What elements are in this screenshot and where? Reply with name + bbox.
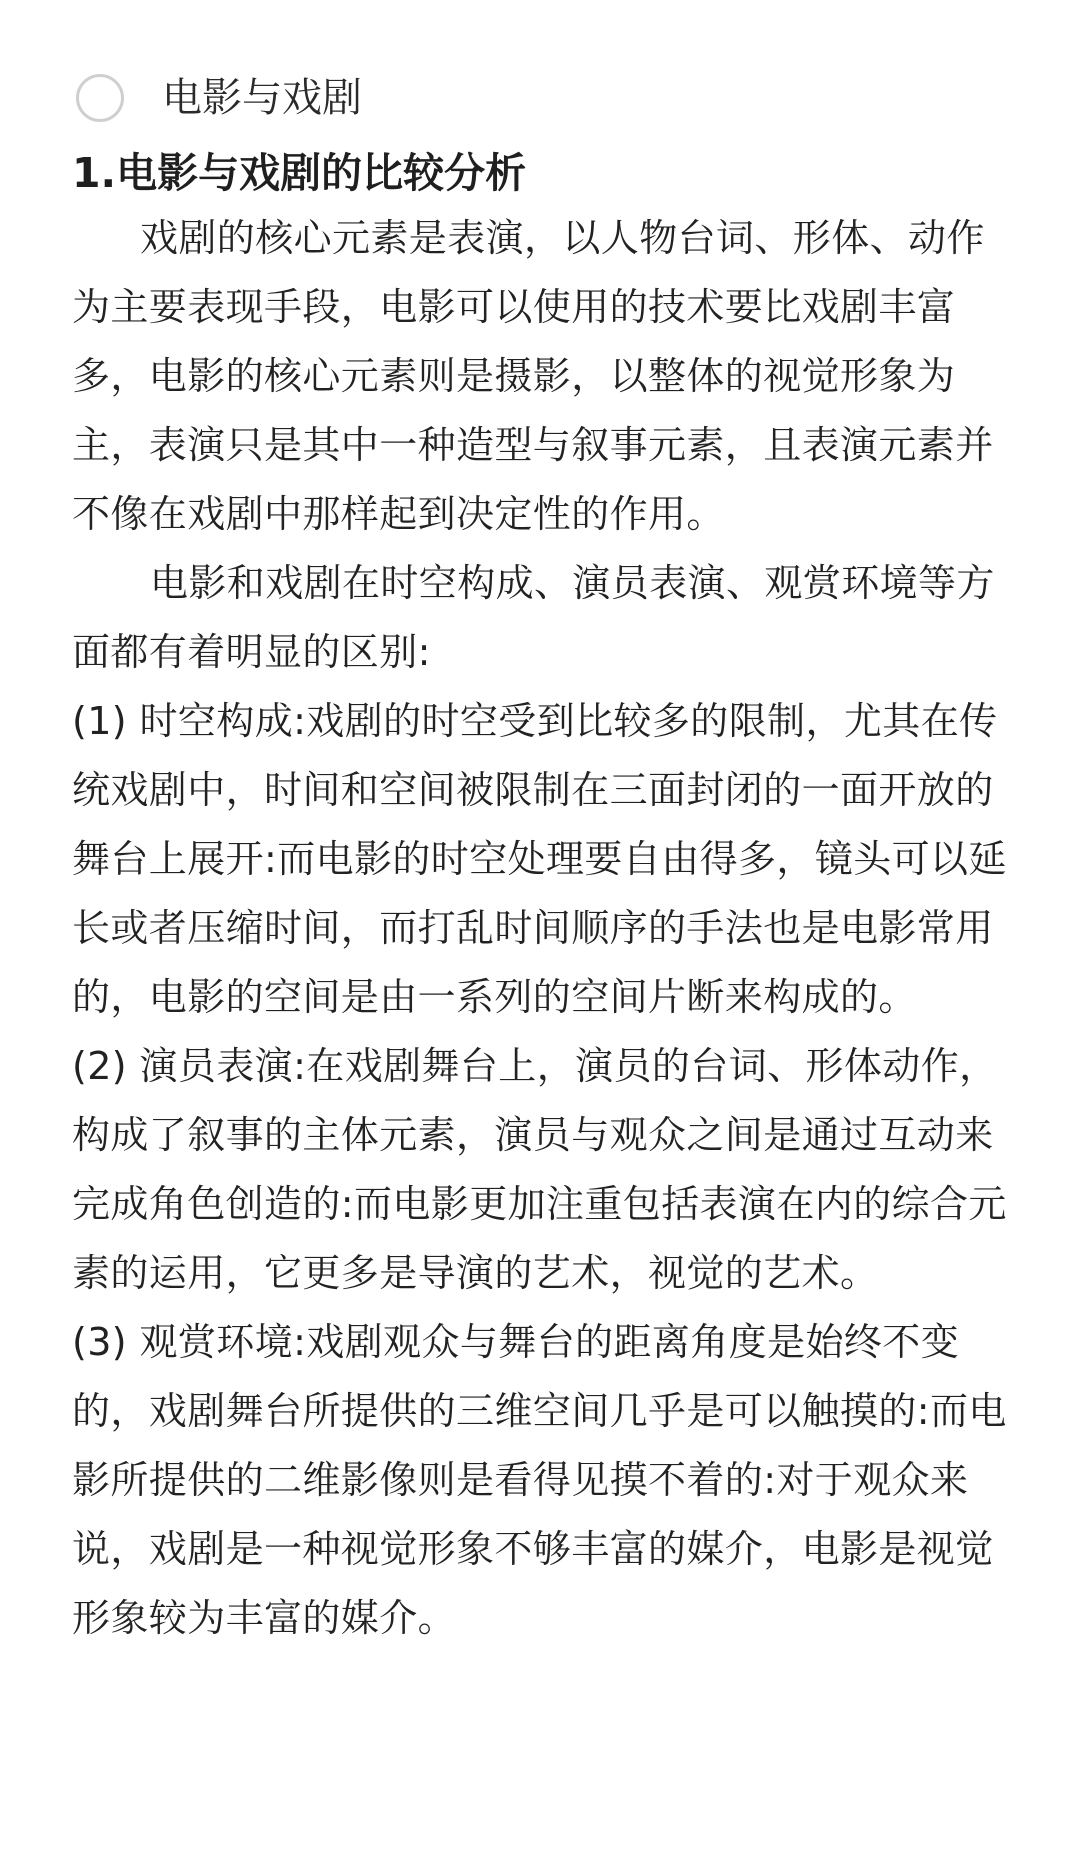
paragraph-viewing-environment: (3) 观赏环境:戏剧观众与舞台的距离角度是始终不变的，戏剧舞台所提供的三维空间几乎是可以触摸的:而电影所提供的二维影像则是看得见摸不着的:对于观众来说，戏剧是一种视觉形象不够丰富的媒介，电影是视觉形象较为丰富的媒介。 (72, 1320, 1007, 1640)
note-body (72, 204, 1020, 1653)
paragraph-time-space: (1) 时空构成:戏剧的时空受到比较多的限制，尤其在传统戏剧中，时间和空间被限制在三面封闭的一面开放的舞台上展开:而电影的时空处理要自由得多，镜头可以延长或者压缩时间，而打乱时间顺序的手法也是电影常用的，电影的空间是由一系列的空间片断来构成的。 (72, 699, 1007, 1019)
section-heading: 1.电影与戏剧的比较分析 (72, 149, 527, 197)
paragraph-core-elements: 戏剧的核心元素是表演，以人物台词、形体、动作为主要表现手段，电影可以使用的技术要比戏剧丰富多，电影的核心元素则是摄影，以整体的视觉形象为主，表演只是其中一种造型与叙事元素，且表演元素并不像在戏剧中那样起到决定性的作用。 (72, 216, 994, 536)
note-title: 电影与戏剧 (162, 75, 362, 121)
paragraph-differences-intro: 电影和戏剧在时空构成、演员表演、观赏环境等方面都有着明显的区别: (72, 561, 995, 674)
paragraph-acting: (2) 演员表演:在戏剧舞台上，演员的台词、形体动作，构成了叙事的主体元素，演员与观众之间是通过互动来完成角色创造的:而电影更加注重包括表演在内的综合元素的运用，它更多是导演的艺术，视觉的艺术。 (72, 1044, 1007, 1295)
note-header (76, 68, 362, 128)
completion-checkbox[interactable] (76, 74, 124, 122)
